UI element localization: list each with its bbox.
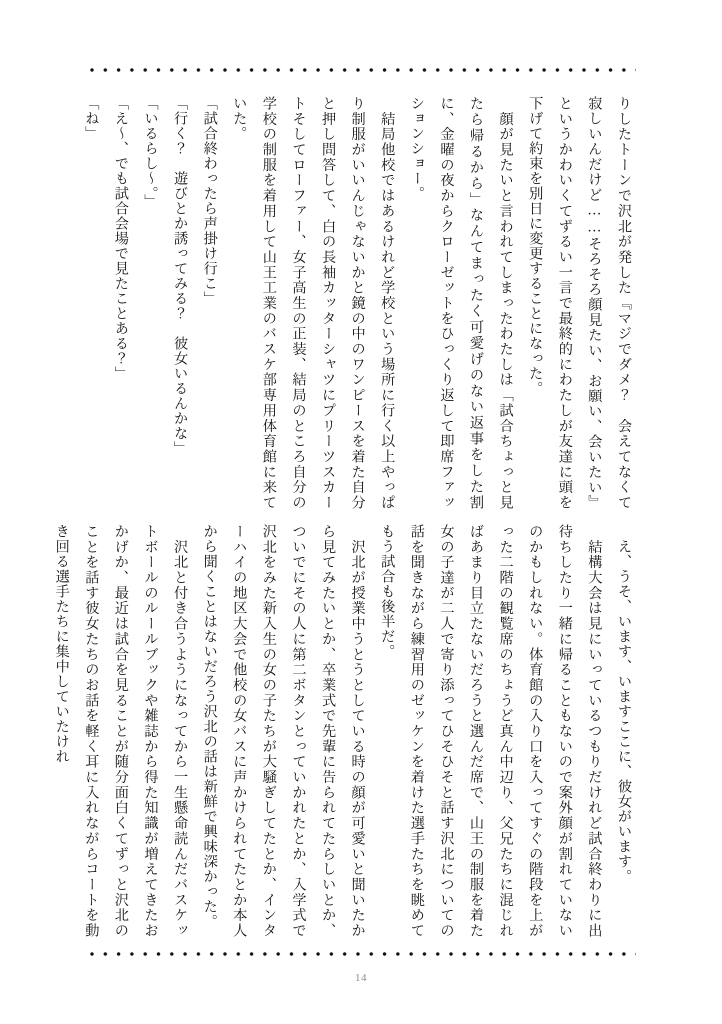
top-paragraph: 結局他校ではあるけれど学校という場所に行く以上やっぱり制服がいいんじゃないかと鏡の中のワンピースを着た自分と押し問答して、白の長袖カッターシャツにプリーツスカートそしてローファー、女子高生の正装、結局のところ自分の学校の制服を着用して山王工業のバスケ部専用体育館に来ていた。 bbox=[231, 96, 396, 510]
top-paragraph: 「試合終わったら声掛け行こ」 bbox=[201, 96, 218, 306]
top-paragraph: 「え～、でも試合会場で見たことある？」 bbox=[112, 96, 129, 381]
bottom-paragraph: 沢北と付き合うようになってから一生懸命読んだバスケットボールのルールブックや雑誌から得た知識が増えてきたおかげか、最近は試合を見ることが随分面白くてずっと沢北のことを話す彼女たちのお話を軽く耳に入れながらコートを動き回る選手たちに集中していたけれ bbox=[53, 524, 189, 938]
top-paragraph: 「ね」 bbox=[83, 96, 100, 141]
text-block-bottom bbox=[53, 524, 638, 938]
top-paragraph: 顔が見たいと言われてしまったわたしは「試合ちょっと見たら帰るから」なんてまったく可愛げのない返事をした割に、金曜の夜からクローゼットをひっくり返して即席ファッションショー。 bbox=[408, 96, 514, 510]
text-block-top bbox=[82, 96, 638, 510]
top-paragraph: 「いるらし～。」 bbox=[142, 96, 159, 209]
top-paragraph: りしたトーンで沢北が発した『マジでダメ？ 会えてなくて寂しいんだけど……そろそろ顔見たい、お願い、会いたい』というかわいくてずるい一言で最終的にわたしが友達に頭を下げて約束を別日に変更することになった。 bbox=[527, 96, 632, 510]
bottom-paragraph: え、うそ、います、いますここに、彼女がいます。 bbox=[616, 524, 632, 884]
bottom-paragraph: 結構大会は見にいっているつもりだけれど試合終わりに出待ちしたり一緒に帰ることもないので案外顔が割れていないのかもしれない。体育館の入り口を入ってすぐの階段を上がった二階の観覧席のちょうど真ん中辺り、父兄たちに混じればあまり目立たないだろうと選んだ席で、山王の制服を着た女の子達が二人で寄り添ってひそひそと話す沢北についての話を聞きながら練習用のゼッケンを着けた選手たちを眺めてもう試合も後半だ。 bbox=[379, 524, 603, 938]
dotted-rule-top bbox=[90, 68, 636, 72]
bottom-paragraph: 沢北が授業中うとうとしている時の顔が可愛いと聞いたから見てみたいとか、卒業式で先輩に告られてたらしいとか、ついでにその人に第二ボタンとっていかれたとか、入学式で沢北をみた新入生の女の子たちが大騒ぎしてたとか、インターハイの地区大会で他校の女バスに声かけられてたとか本人から聞くことはないだろう沢北の話は新鮮で興味深かった。 bbox=[201, 524, 366, 938]
top-paragraph: 「行く？ 遊びとか誘ってみる？ 彼女いるんかな」 bbox=[172, 96, 189, 456]
dotted-rule-bottom bbox=[90, 952, 636, 956]
page-number: 14 bbox=[355, 972, 367, 984]
